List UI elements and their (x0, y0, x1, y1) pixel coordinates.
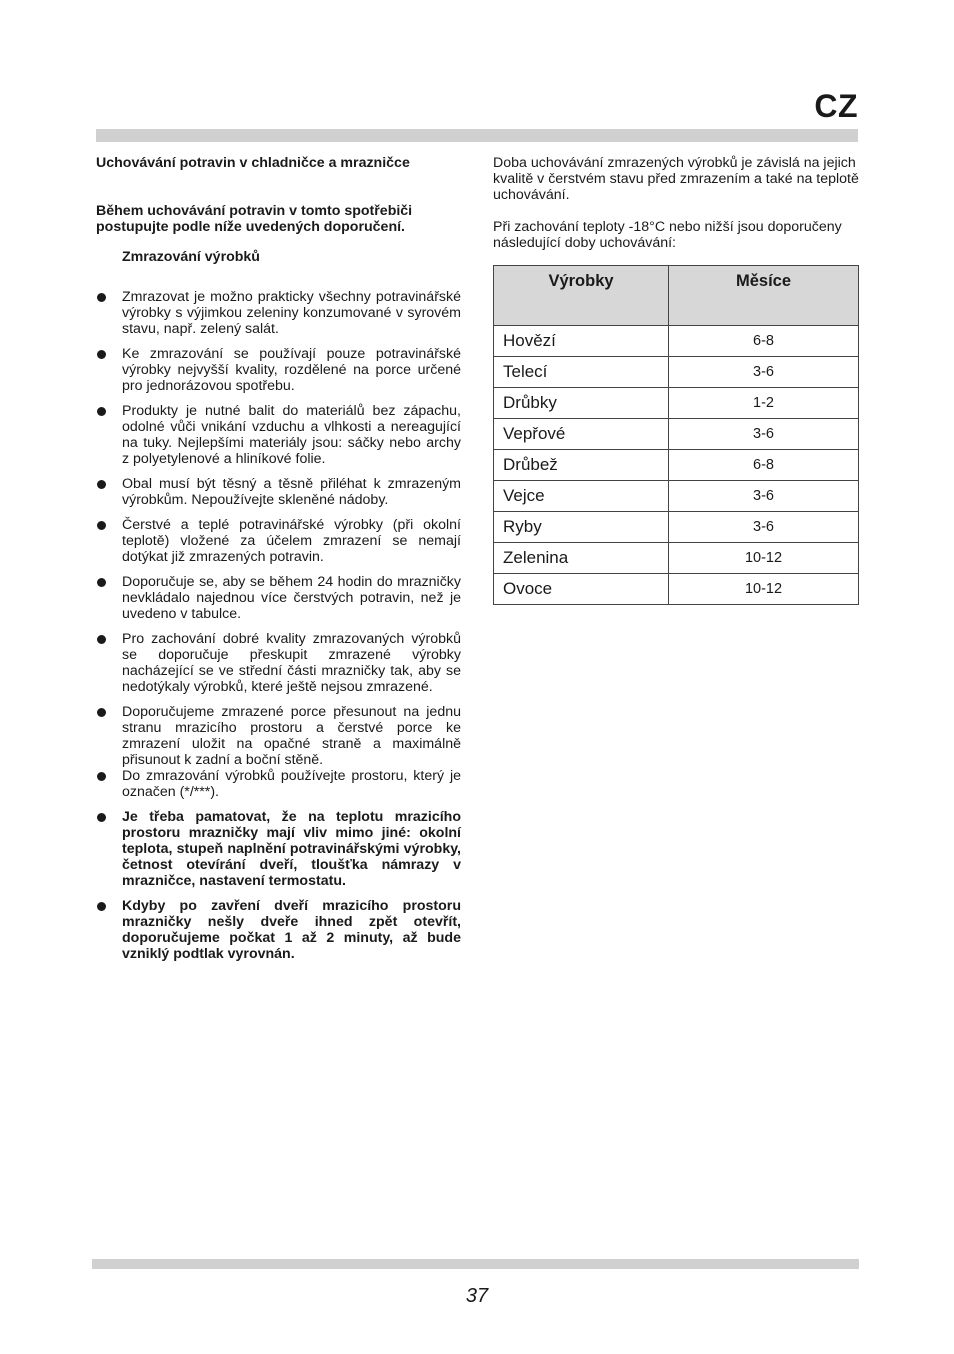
storage-duration-text: Doba uchovávání zmrazených výrobků je závislá na jejich kvalitě v čerstvém stavu před zmrazením a také na teplotě uchovávání. (493, 155, 859, 203)
product-cell: Zelenina (494, 543, 669, 574)
product-cell: Ovoce (494, 574, 669, 605)
storage-times-table (493, 265, 859, 605)
bullet-icon (97, 902, 106, 911)
months-cell: 6-8 (669, 450, 859, 481)
footer-divider (92, 1259, 859, 1269)
months-cell: 3-6 (669, 419, 859, 450)
list-item: Doporučujeme zmrazené porce přesunout na jednu stranu mrazicího prostoru a čerstvé porce ke zmrazení uložit na opačné straně a maximálně přisunout k zadní a boční stěně. (96, 704, 461, 768)
subsection-title: Zmrazování výrobků (122, 249, 260, 265)
table-header-row (494, 266, 859, 326)
bullet-icon (97, 578, 106, 587)
table-row (494, 543, 859, 574)
temperature-note: Při zachování teploty -18°C nebo nižší jsou doporučeny následující doby uchovávání: (493, 219, 842, 251)
bullet-icon (97, 480, 106, 489)
months-cell: 3-6 (669, 357, 859, 388)
table-row (494, 574, 859, 605)
right-column (493, 155, 859, 267)
bullet-icon (97, 635, 106, 644)
bullet-icon (97, 293, 106, 302)
product-cell: Ryby (494, 512, 669, 543)
list-item: Obal musí být těsný a těsně přiléhat k zmrazeným výrobkům. Nepoužívejte skleněné nádoby. (96, 476, 461, 508)
table-row (494, 388, 859, 419)
list-item: Do zmrazování výrobků používejte prostoru, který je označen (*/***). (96, 768, 461, 800)
product-cell: Vejce (494, 481, 669, 512)
table-row (494, 326, 859, 357)
months-cell: 3-6 (669, 512, 859, 543)
table-row (494, 481, 859, 512)
list-item: Zmrazovat je možno prakticky všechny potravinářské výrobky s výjimkou zeleniny konzumované v syrovém stavu, např. zelený salát. (96, 289, 461, 337)
product-cell: Drůbky (494, 388, 669, 419)
bullet-icon (97, 350, 106, 359)
table-row (494, 419, 859, 450)
page-number: 37 (465, 1285, 489, 1307)
list-item: Doporučuje se, aby se během 24 hodin do mrazničky nevkládalo najednou více čerstvých potravin, než je uvedeno v tabulce. (96, 574, 461, 622)
bullet-icon (97, 813, 106, 822)
header-divider (96, 129, 858, 142)
product-cell: Hovězí (494, 326, 669, 357)
bullet-icon (97, 708, 106, 717)
list-item: Je třeba pamatovat, že na teplotu mrazicího prostoru mrazničky mají vliv mimo jiné: okolní teplota, stupeň naplnění potravinářskými výrobky, četnost otevírání dveří, tloušťka námrazy v mrazničce, nastavení termostatu. (96, 809, 461, 889)
left-column (96, 155, 461, 971)
list-item: Čerstvé a teplé potravinářské výrobky (při okolní teplotě) vložené za účelem zmrazení se nemají dotýkat již zmrazených potravin. (96, 517, 461, 565)
months-cell: 1-2 (669, 388, 859, 419)
product-cell: Vepřové (494, 419, 669, 450)
list-item: Pro zachování dobré kvality zmrazovaných výrobků se doporučuje přeskupit zmrazené výrobky nacházející se ve střední části mrazničky tak, aby se nedotýkaly výrobků, které ještě nejsou zmrazené. (96, 631, 461, 695)
list-item: Ke zmrazování se používají pouze potravinářské výrobky nejvyšší kvality, rozdělené na porce určené pro jednorázovou spotřebu. (96, 346, 461, 394)
table-row (494, 357, 859, 388)
bullet-icon (97, 772, 106, 781)
bullet-icon (97, 407, 106, 416)
table-row (494, 450, 859, 481)
list-item: Kdyby po zavření dveří mrazicího prostoru mrazničky nešly dveře ihned zpět otevřít, doporučujeme počkat 1 až 2 minuty, až bude vzniklý podtlak vyrovnán. (96, 898, 461, 962)
section-title: Uchovávání potravin v chladničce a mrazničce (96, 155, 410, 171)
product-cell: Telecí (494, 357, 669, 388)
recommendation-list (96, 289, 461, 962)
column-header-months: Měsíce (669, 266, 859, 326)
product-cell: Drůbež (494, 450, 669, 481)
bullet-icon (97, 521, 106, 530)
list-item: Produkty je nutné balit do materiálů bez zápachu, odolné vůči vnikání vzduchu a vlhkosti a nereagující na tuky. Nejlepšími materiály jsou: sáčky nebo archy z polyetylenové a hliníkové folie. (96, 403, 461, 467)
months-cell: 3-6 (669, 481, 859, 512)
months-cell: 10-12 (669, 543, 859, 574)
language-code: CZ (814, 88, 858, 124)
intro-text: Během uchovávání potravin v tomto spotřebiči postupujte podle níže uvedených doporučení. (96, 203, 413, 235)
months-cell: 6-8 (669, 326, 859, 357)
months-cell: 10-12 (669, 574, 859, 605)
column-header-products: Výrobky (494, 266, 669, 326)
table-row (494, 512, 859, 543)
